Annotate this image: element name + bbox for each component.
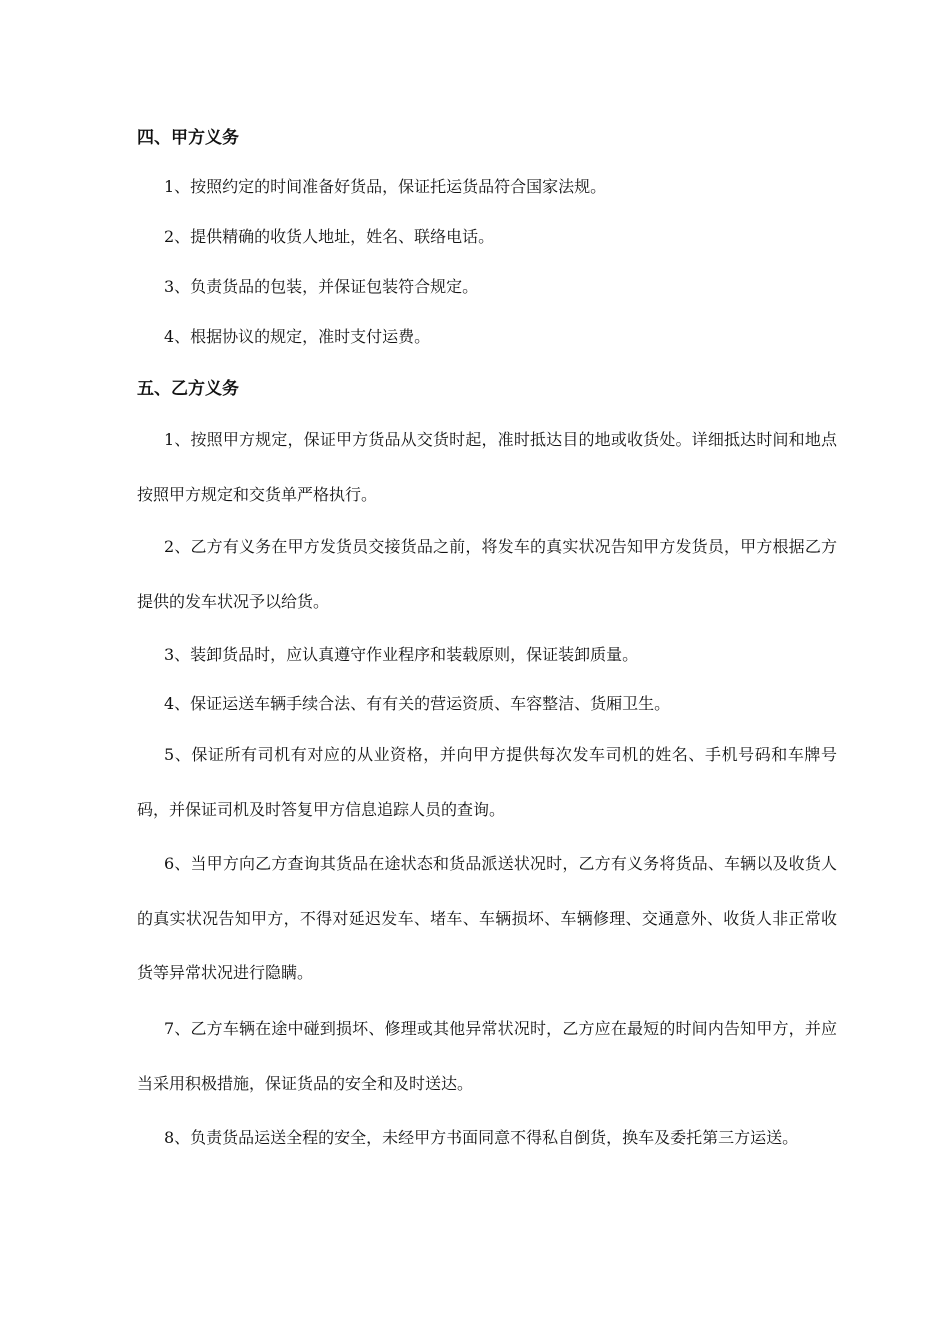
party-b-clause-7: 7、乙方车辆在途中碰到损坏、修理或其他异常状况时，乙方应在最短的时间内告知甲方，并应当采用积极措施，保证货品的安全和及时送达。	[137, 1019, 837, 1093]
party-a-clause-1: 1、按照约定的时间准备好货品，保证托运货品符合国家法规。	[164, 177, 607, 196]
party-b-clause-4: 4、保证运送车辆手续合法、有有关的营运资质、车容整洁、货厢卫生。	[164, 694, 671, 713]
party-b-clause-1: 1、按照甲方规定，保证甲方货品从交货时起，准时抵达目的地或收货处。详细抵达时间和地点按照甲方规定和交货单严格执行。	[137, 430, 837, 504]
section-heading-party-b-obligations: 五、乙方义务	[137, 379, 239, 399]
party-b-clause-6: 6、当甲方向乙方查询其货品在途状态和货品派送状况时，乙方有义务将货品、车辆以及收货人的真实状况告知甲方，不得对延迟发车、堵车、车辆损坏、车辆修理、交通意外、收货人非正常收货等异常状况进行隐瞒。	[137, 854, 837, 982]
party-a-clause-2: 2、提供精确的收货人地址，姓名、联络电话。	[164, 227, 495, 246]
section-heading-party-a-obligations: 四、甲方义务	[137, 128, 239, 148]
party-a-clause-3: 3、负责货品的包装，并保证包装符合规定。	[164, 277, 479, 296]
party-a-clause-4: 4、根据协议的规定，准时支付运费。	[164, 327, 431, 346]
party-b-clause-5: 5、保证所有司机有对应的从业资格，并向甲方提供每次发车司机的姓名、手机号码和车牌号码，并保证司机及时答复甲方信息追踪人员的查询。	[137, 745, 837, 819]
party-b-clause-3: 3、装卸货品时，应认真遵守作业程序和装载原则，保证装卸质量。	[164, 645, 639, 664]
party-b-clause-8: 8、负责货品运送全程的安全，未经甲方书面同意不得私自倒货，换车及委托第三方运送。	[164, 1128, 799, 1147]
party-b-clause-2: 2、乙方有义务在甲方发货员交接货品之前，将发车的真实状况告知甲方发货员，甲方根据乙方提供的发车状况予以给货。	[137, 537, 837, 611]
